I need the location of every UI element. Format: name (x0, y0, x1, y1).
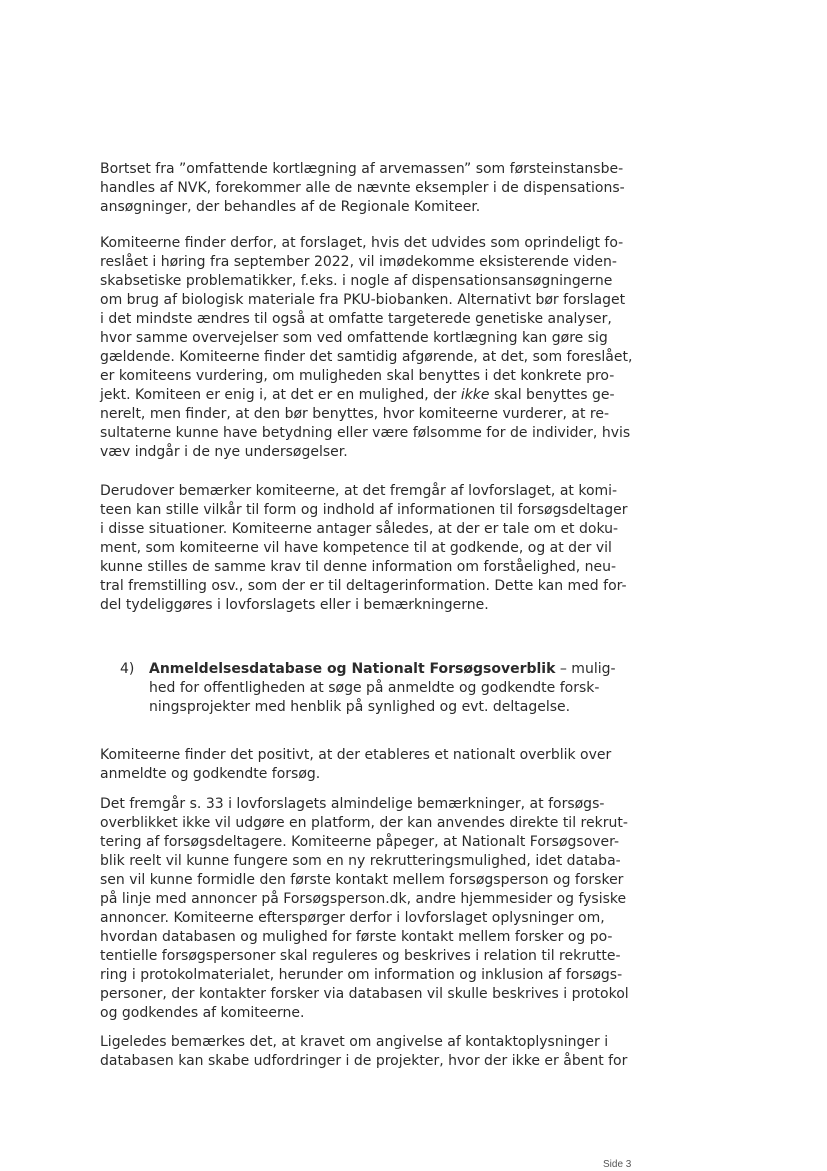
list-item-line: hed for offentligheden at søge på anmeldte og godkendte forsk- (149, 680, 600, 696)
line-text-after: skal benyttes ge- (489, 387, 615, 403)
line-text-before: jekt. Komiteen er enig i, at det er en mulighed, der (100, 387, 461, 403)
paragraph-1 (100, 160, 640, 217)
paragraph-line: databasen kan skabe udfordringer i de projekter, hvor der ikke er åbent for (100, 1053, 628, 1069)
paragraph-line: overblikket ikke vil udgøre en platform, der kan anvendes direkte til rekrut- (100, 815, 628, 831)
paragraph-line: Komiteerne finder derfor, at forslaget, hvis det udvides som oprindeligt fo- (100, 235, 624, 251)
list-item-text (149, 660, 649, 717)
paragraph-line: om brug af biologisk materiale fra PKU-biobanken. Alternativt bør forslaget (100, 292, 626, 308)
paragraph-line: blik reelt vil kunne fungere som en ny rekrutteringsmulighed, idet databa- (100, 853, 621, 869)
paragraph-line: ansøgninger, der behandles af de Regionale Komiteer. (100, 199, 481, 215)
paragraph-line: nerelt, men finder, at den bør benyttes, hvor komiteerne vurderer, at re- (100, 406, 610, 422)
paragraph-line: tentielle forsøgspersoner skal reguleres og beskrives i relation til rekrutte- (100, 948, 621, 964)
paragraph-2 (100, 234, 640, 462)
paragraph-line: teen kan stille vilkår til form og indhold af informationen til forsøgsdeltager (100, 502, 628, 518)
paragraph-line: Bortset fra ”omfattende kortlægning af arvemassen” som førsteinstansbe- (100, 161, 624, 177)
paragraph-3 (100, 482, 640, 615)
paragraph-line: personer, der kontakter forsker via databasen vil skulle beskrives i protokol (100, 986, 629, 1002)
paragraph-line: del tydeliggøres i lovforslagets eller i bemærkningerne. (100, 597, 489, 613)
paragraph-line: handles af NVK, forekommer alle de nævnte eksempler i de dispensations- (100, 180, 625, 196)
paragraph-line: Det fremgår s. 33 i lovforslagets almindelige bemærkninger, at forsøgs- (100, 796, 605, 812)
page-number: Side 3 (603, 1159, 632, 1170)
paragraph-4 (100, 746, 640, 784)
paragraph-line: i det mindste ændres til også at omfatte targeterede genetiske analyser, (100, 311, 612, 327)
list-number: 4) (120, 661, 135, 677)
paragraph-line: hvor samme overvejelser som ved omfattende kortlægning kan gøre sig (100, 330, 608, 346)
paragraph-line: og godkendes af komiteerne. (100, 1005, 305, 1021)
list-item-first-line (149, 660, 649, 679)
paragraph-line: Komiteerne finder det positivt, at der etableres et nationalt overblik over (100, 747, 612, 763)
paragraph-line-with-italic (100, 386, 640, 405)
paragraph-line: er komiteens vurdering, om muligheden skal benyttes i det konkrete pro- (100, 368, 615, 384)
paragraph-line: sultaterne kunne have betydning eller være følsomme for de individer, hvis (100, 425, 631, 441)
paragraph-line: på linje med annoncer på Forsøgsperson.dk, andre hjemmesider og fysiske (100, 891, 627, 907)
italic-ikke: ikke (460, 387, 490, 403)
list-item-line: ningsprojekter med henblik på synlighed og evt. deltagelse. (149, 699, 571, 715)
paragraph-line: ment, som komiteerne vil have kompetence til at godkende, og at der vil (100, 540, 612, 556)
paragraph-line: skabsetiske problematikker, f.eks. i nogle af dispensationsansøgningerne (100, 273, 613, 289)
paragraph-line: reslået i høring fra september 2022, vil imødekomme eksisterende viden- (100, 254, 617, 270)
list-item-title: Anmeldelsesdatabase og Nationalt Forsøgsoverblik (149, 661, 556, 677)
paragraph-line: sen vil kunne formidle den første kontakt mellem forsøgsperson og forsker (100, 872, 624, 888)
paragraph-line: kunne stilles de samme krav til denne information om forståelighed, neu- (100, 559, 617, 575)
paragraph-line: væv indgår i de nye undersøgelser. (100, 444, 348, 460)
paragraph-line: tral fremstilling osv., som der er til deltagerinformation. Dette kan med for- (100, 578, 627, 594)
paragraph-line: hvordan databasen og mulighed for første kontakt mellem forsker og po- (100, 929, 613, 945)
paragraph-line: Ligeledes bemærkes det, at kravet om angivelse af kontaktoplysninger i (100, 1034, 609, 1050)
paragraph-line: gældende. Komiteerne finder det samtidig afgørende, at det, som foreslået, (100, 349, 633, 365)
paragraph-line: Derudover bemærker komiteerne, at det fremgår af lovforslaget, at komi- (100, 483, 618, 499)
paragraph-5 (100, 795, 640, 1023)
list-item-title-rest: – mulig- (555, 661, 616, 677)
paragraph-line: annoncer. Komiteerne efterspørger derfor i lovforslaget oplysninger om, (100, 910, 605, 926)
paragraph-line: anmeldte og godkendte forsøg. (100, 766, 321, 782)
paragraph-6 (100, 1033, 640, 1071)
paragraph-line: ring i protokolmaterialet, herunder om information og inklusion af forsøgs- (100, 967, 623, 983)
paragraph-line: i disse situationer. Komiteerne antager således, at der er tale om et doku- (100, 521, 619, 537)
paragraph-line: tering af forsøgsdeltagere. Komiteerne påpeger, at Nationalt Forsøgsover- (100, 834, 620, 850)
